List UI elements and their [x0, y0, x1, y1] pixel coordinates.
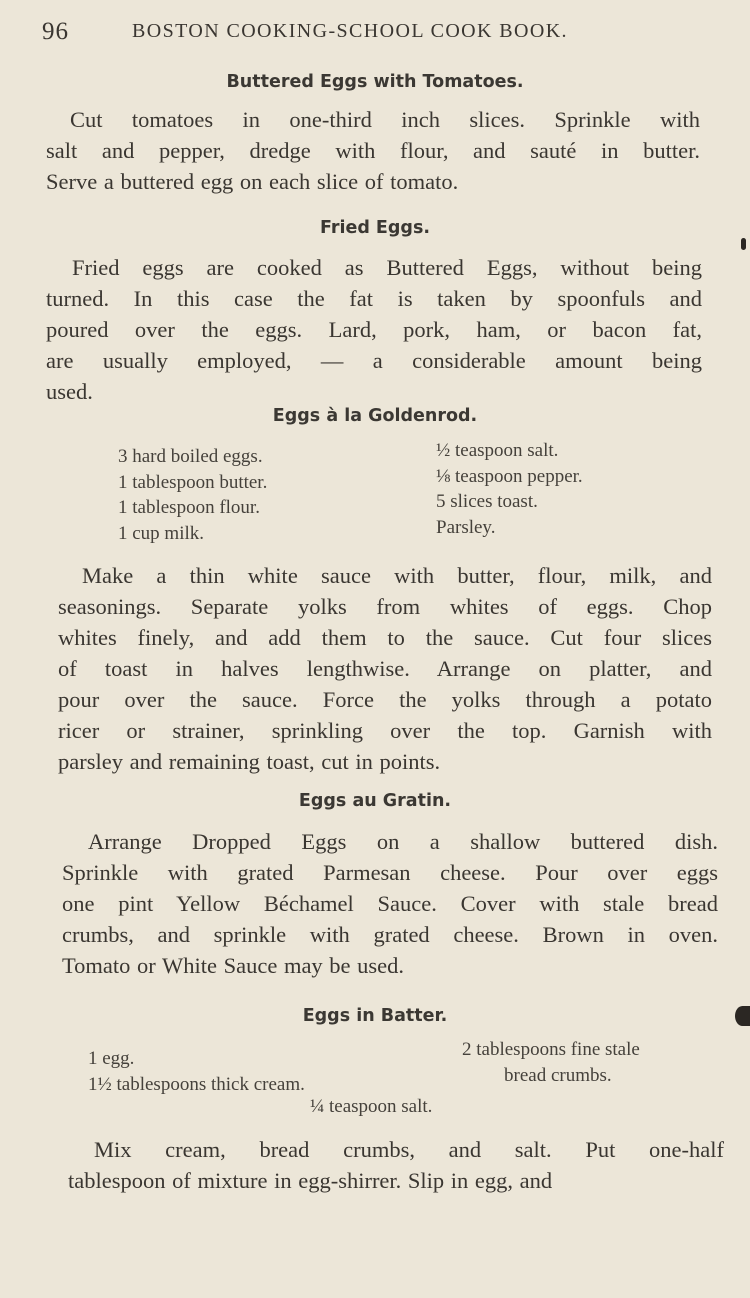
text-line: seasonings. Separate yolks from whites of eggs. Chop [58, 594, 712, 619]
ingredient: Parsley. [436, 516, 496, 538]
section-paragraph [58, 560, 712, 777]
text-line: Tomato or White Sauce may be used. [62, 953, 405, 978]
section-paragraph [62, 826, 718, 981]
text-line: crumbs, and sprinkle with grated cheese. Brown in oven. [62, 922, 718, 947]
text-line: Mix cream, bread crumbs, and salt. Put one-half [94, 1137, 724, 1162]
text-line: are usually employed, — a considerable amount being [46, 348, 702, 373]
ingredient: 1 cup milk. [118, 522, 205, 544]
ingredient: 3 hard boiled eggs. [118, 446, 263, 467]
text-line: of toast in halves lengthwise. Arrange on platter, and [58, 656, 712, 681]
text-line: salt and pepper, dredge with flour, and sauté in butter. [46, 138, 700, 163]
text-line: Arrange Dropped Eggs on a shallow buttered dish. [88, 829, 718, 854]
section-paragraph [46, 104, 700, 197]
section-title: Buttered Eggs with Tomatoes. [226, 72, 524, 92]
section-paragraph [46, 252, 702, 407]
ink-blemish [741, 238, 746, 250]
ingredient-list-left [88, 1046, 305, 1097]
ingredient: 1 tablespoon butter. [118, 471, 268, 493]
ingredient: ½ teaspoon salt. [436, 440, 559, 461]
page-number: 96 [42, 18, 69, 45]
ingredient: ⅛ teaspoon pepper. [436, 465, 583, 487]
ingredient: bread crumbs. [504, 1064, 612, 1086]
text-line: turned. In this case the fat is taken by spoonfuls and [46, 286, 702, 311]
ingredient-center: ¼ teaspoon salt. [310, 1096, 433, 1117]
text-line: ricer or strainer, sprinkling over the top. Garnish with [58, 718, 712, 743]
section-title: Eggs au Gratin. [298, 791, 452, 811]
text-line: parsley and remaining toast, cut in points. [58, 749, 441, 774]
page-header [40, 12, 720, 48]
ingredient-list-right [462, 1037, 640, 1088]
text-line: poured over the eggs. Lard, pork, ham, or bacon fat, [46, 317, 702, 342]
text-line: whites finely, and add them to the sauce. Cut four slices [58, 625, 712, 650]
text-line: used. [46, 379, 93, 404]
text-line: Sprinkle with grated Parmesan cheese. Pour over eggs [62, 860, 718, 885]
ingredient: 1 tablespoon flour. [118, 497, 260, 518]
ingredient-list-right [436, 438, 583, 540]
ingredient: 1 egg. [88, 1048, 135, 1069]
text-line: Serve a buttered egg on each slice of tomato. [46, 169, 459, 194]
ingredient: 1½ tablespoons thick cream. [88, 1073, 305, 1095]
text-line: Cut tomatoes in one-third inch slices. Sprinkle with [70, 107, 700, 132]
section-title: Fried Eggs. [319, 218, 431, 238]
section-title: Eggs à la Goldenrod. [272, 406, 478, 426]
text-line: pour over the sauce. Force the yolks through a potato [58, 687, 712, 712]
text-line: one pint Yellow Béchamel Sauce. Cover with stale bread [62, 891, 718, 916]
section-paragraph [68, 1134, 724, 1196]
section-title: Eggs in Batter. [302, 1006, 448, 1026]
running-title: BOSTON COOKING-SCHOOL COOK BOOK. [132, 20, 568, 42]
text-line: tablespoon of mixture in egg-shirrer. Slip in egg, and [68, 1168, 553, 1193]
ingredient-list-left [118, 444, 267, 546]
ink-blemish [735, 1006, 750, 1026]
text-line: Make a thin white sauce with butter, flour, milk, and [82, 563, 712, 588]
ingredient: 2 tablespoons fine stale [462, 1039, 640, 1060]
text-line: Fried eggs are cooked as Buttered Eggs, without being [72, 255, 702, 280]
ingredient: 5 slices toast. [436, 491, 538, 512]
